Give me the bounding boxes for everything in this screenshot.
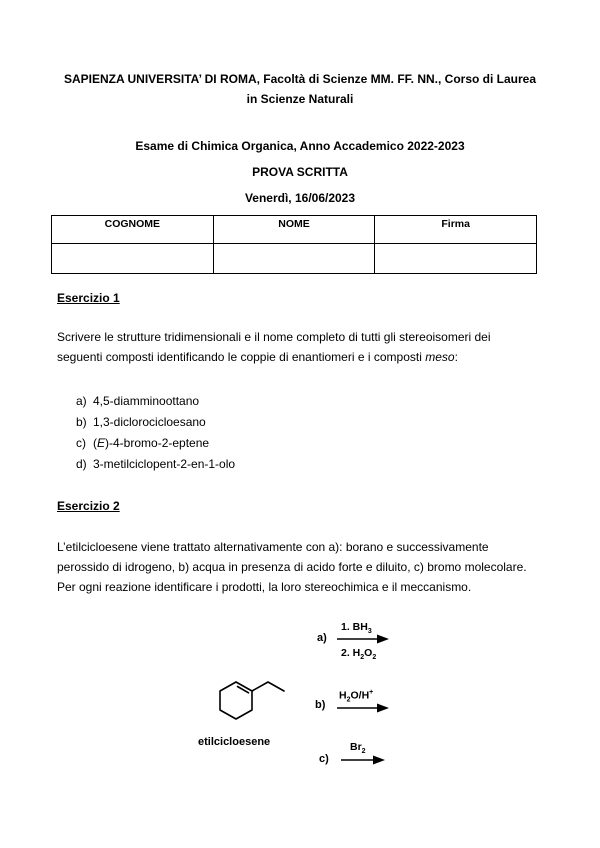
list-item-stereo-descriptor: E [97,436,106,450]
firma-cell[interactable] [375,244,537,274]
reaction-b-label: b) [315,699,326,711]
list-item-prefix: ( [93,436,97,450]
list-item-text: )-4-bromo-2-eptene [105,436,210,450]
list-item-text: 4,5-diamminoottano [93,394,200,408]
cyclohexene-ring [220,682,252,719]
reagent-text: 1. BH [341,621,368,633]
column-header-nome: NOME [213,216,375,244]
university-header-line1: SAPIENZA UNIVERSITA’ DI ROMA, Facoltà di Scienze MM. FF. NN., Corso di Laurea [63,72,537,86]
reaction-a-label: a) [317,632,327,644]
reagent-subscript: 2 [346,696,351,704]
exercise-2-text-line2: perossido di idrogeno, b) acqua in presenza di acido forte e diluito, c) bromo molecolare. [57,560,527,574]
reagent-text: O/H [350,689,370,702]
exercise-1-title: Esercizio 1 [57,291,120,305]
list-item [76,394,199,408]
reaction-c-arrow [341,754,387,766]
list-item [76,415,206,429]
meso-term: meso [425,350,455,364]
exercise-2-title: Esercizio 2 [57,499,120,513]
university-header-line2: in Scienze Naturali [246,92,354,106]
reaction-c-reagent [350,741,366,755]
exercise-1-text [57,327,544,367]
ethylcyclohexene-structure [200,670,310,735]
list-item-label: d) [76,457,87,471]
exercise-2-text-line3: Per ogni reazione identificare i prodotti, la loro stereochimica e il meccanismo. [57,580,472,594]
compound-name: etilcicloesene [198,736,271,748]
reagent-subscript: 2 [361,748,366,756]
reaction-b-arrow [337,702,391,714]
student-info-table [51,215,537,274]
reagent-subscript: 3 [367,628,372,636]
reagent-subscript: 2 [360,654,365,662]
reagent-text: 2. H [341,647,361,659]
column-header-firma: Firma [375,216,537,244]
exercise-2-text [57,537,544,597]
list-item-label: c) [76,436,86,450]
exercise-1-text-line1: Scrivere le strutture tridimensionali e il nome completo di tutti gli stereoisomeri dei [57,330,491,344]
list-item [76,436,209,450]
reagent-text: O [364,647,373,659]
list-item-label: b) [76,415,87,429]
test-title: PROVA SCRITTA [252,165,348,179]
list-item-text: 3-metilciclopent-2-en-1-olo [93,457,236,471]
reaction-a-reagent-2 [341,647,376,661]
reagent-subscript: 2 [372,654,377,662]
reagent-superscript: + [369,689,374,696]
exercise-1-colon: : [454,350,458,364]
ethyl-group [252,682,284,691]
list-item-label: a) [76,394,87,408]
list-item-text: 1,3-diclorocicloesano [93,415,206,429]
exercise-1-text-line2-main: seguenti composti identificando le coppie di enantiomeri e i composti [57,350,426,364]
exam-date: Venerdì, 16/06/2023 [244,191,356,205]
cognome-cell[interactable] [52,244,214,274]
reagent-text: Br [350,741,362,753]
exercise-2-text-line1: L’etilcicloesene viene trattato alternativamente con a): borano e successivamente [57,540,489,554]
exercise-1-text-line2 [57,347,544,367]
reaction-c-label: c) [319,753,329,765]
reagent-text: H [339,689,347,702]
nome-cell[interactable] [213,244,375,274]
list-item [76,457,235,471]
column-header-cognome: COGNOME [52,216,214,244]
reaction-a-arrow [337,633,391,645]
exam-title: Esame di Chimica Organica, Anno Accademico 2022-2023 [135,139,465,153]
